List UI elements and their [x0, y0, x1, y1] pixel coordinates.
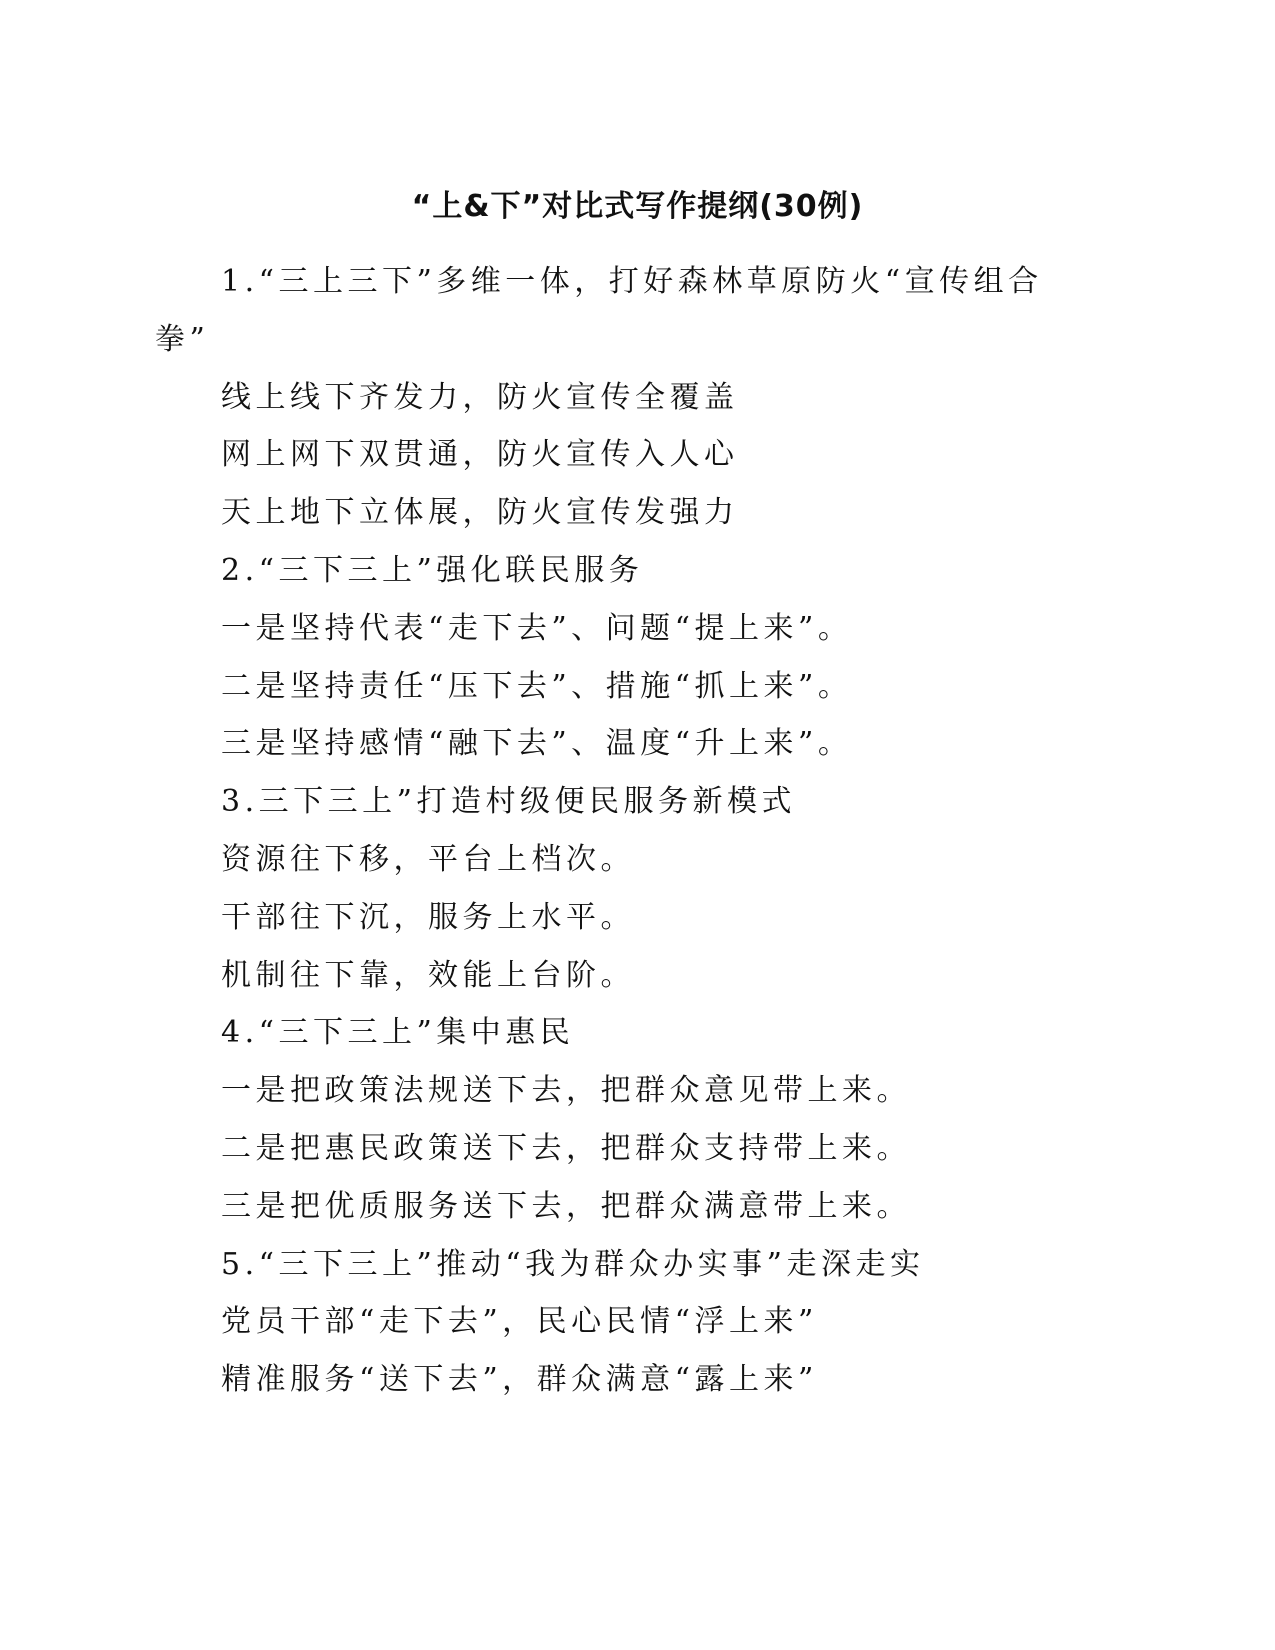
outline-heading-4: 4.“三下三上”集中惠民 — [221, 1015, 575, 1051]
outline-item: 三是坚持感情“融下去”、温度“升上来”。 — [221, 726, 853, 762]
outline-item: 机制往下靠，效能上台阶。 — [221, 957, 635, 993]
outline-heading-1-continuation: 拳” — [155, 321, 210, 357]
outline-heading-2: 2.“三下三上”强化联民服务 — [221, 552, 644, 588]
outline-item: 天上地下立体展，防火宣传发强力 — [221, 495, 739, 531]
outline-item: 精准服务“送下去”，群众满意“露上来” — [221, 1362, 818, 1398]
outline-item: 二是把惠民政策送下去，把群众支持带上来。 — [221, 1130, 911, 1166]
outline-heading-5: 5.“三下三上”推动“我为群众办实事”走深走实 — [221, 1246, 925, 1282]
outline-item: 二是坚持责任“压下去”、措施“抓上来”。 — [221, 668, 853, 704]
document-title: “上&下”对比式写作提纲(30例) — [411, 189, 864, 224]
outline-heading-3: 3.三下三上”打造村级便民服务新模式 — [221, 784, 796, 820]
outline-item: 网上网下双贯通，防火宣传入人心 — [221, 437, 739, 473]
outline-item: 线上线下齐发力，防火宣传全覆盖 — [221, 379, 739, 415]
outline-item: 三是把优质服务送下去，把群众满意带上来。 — [221, 1188, 911, 1224]
outline-heading-1: 1.“三上三下”多维一体，打好森林草原防火“宣传组合 — [221, 264, 1043, 299]
outline-item: 一是坚持代表“走下去”、问题“提上来”。 — [221, 610, 853, 646]
outline-item: 党员干部“走下去”，民心民情“浮上来” — [221, 1304, 818, 1340]
outline-item: 干部往下沉，服务上水平。 — [221, 899, 635, 935]
document-body — [155, 253, 1105, 1409]
outline-item: 一是把政策法规送下去，把群众意见带上来。 — [221, 1073, 911, 1109]
outline-item: 资源往下移，平台上档次。 — [221, 841, 635, 877]
